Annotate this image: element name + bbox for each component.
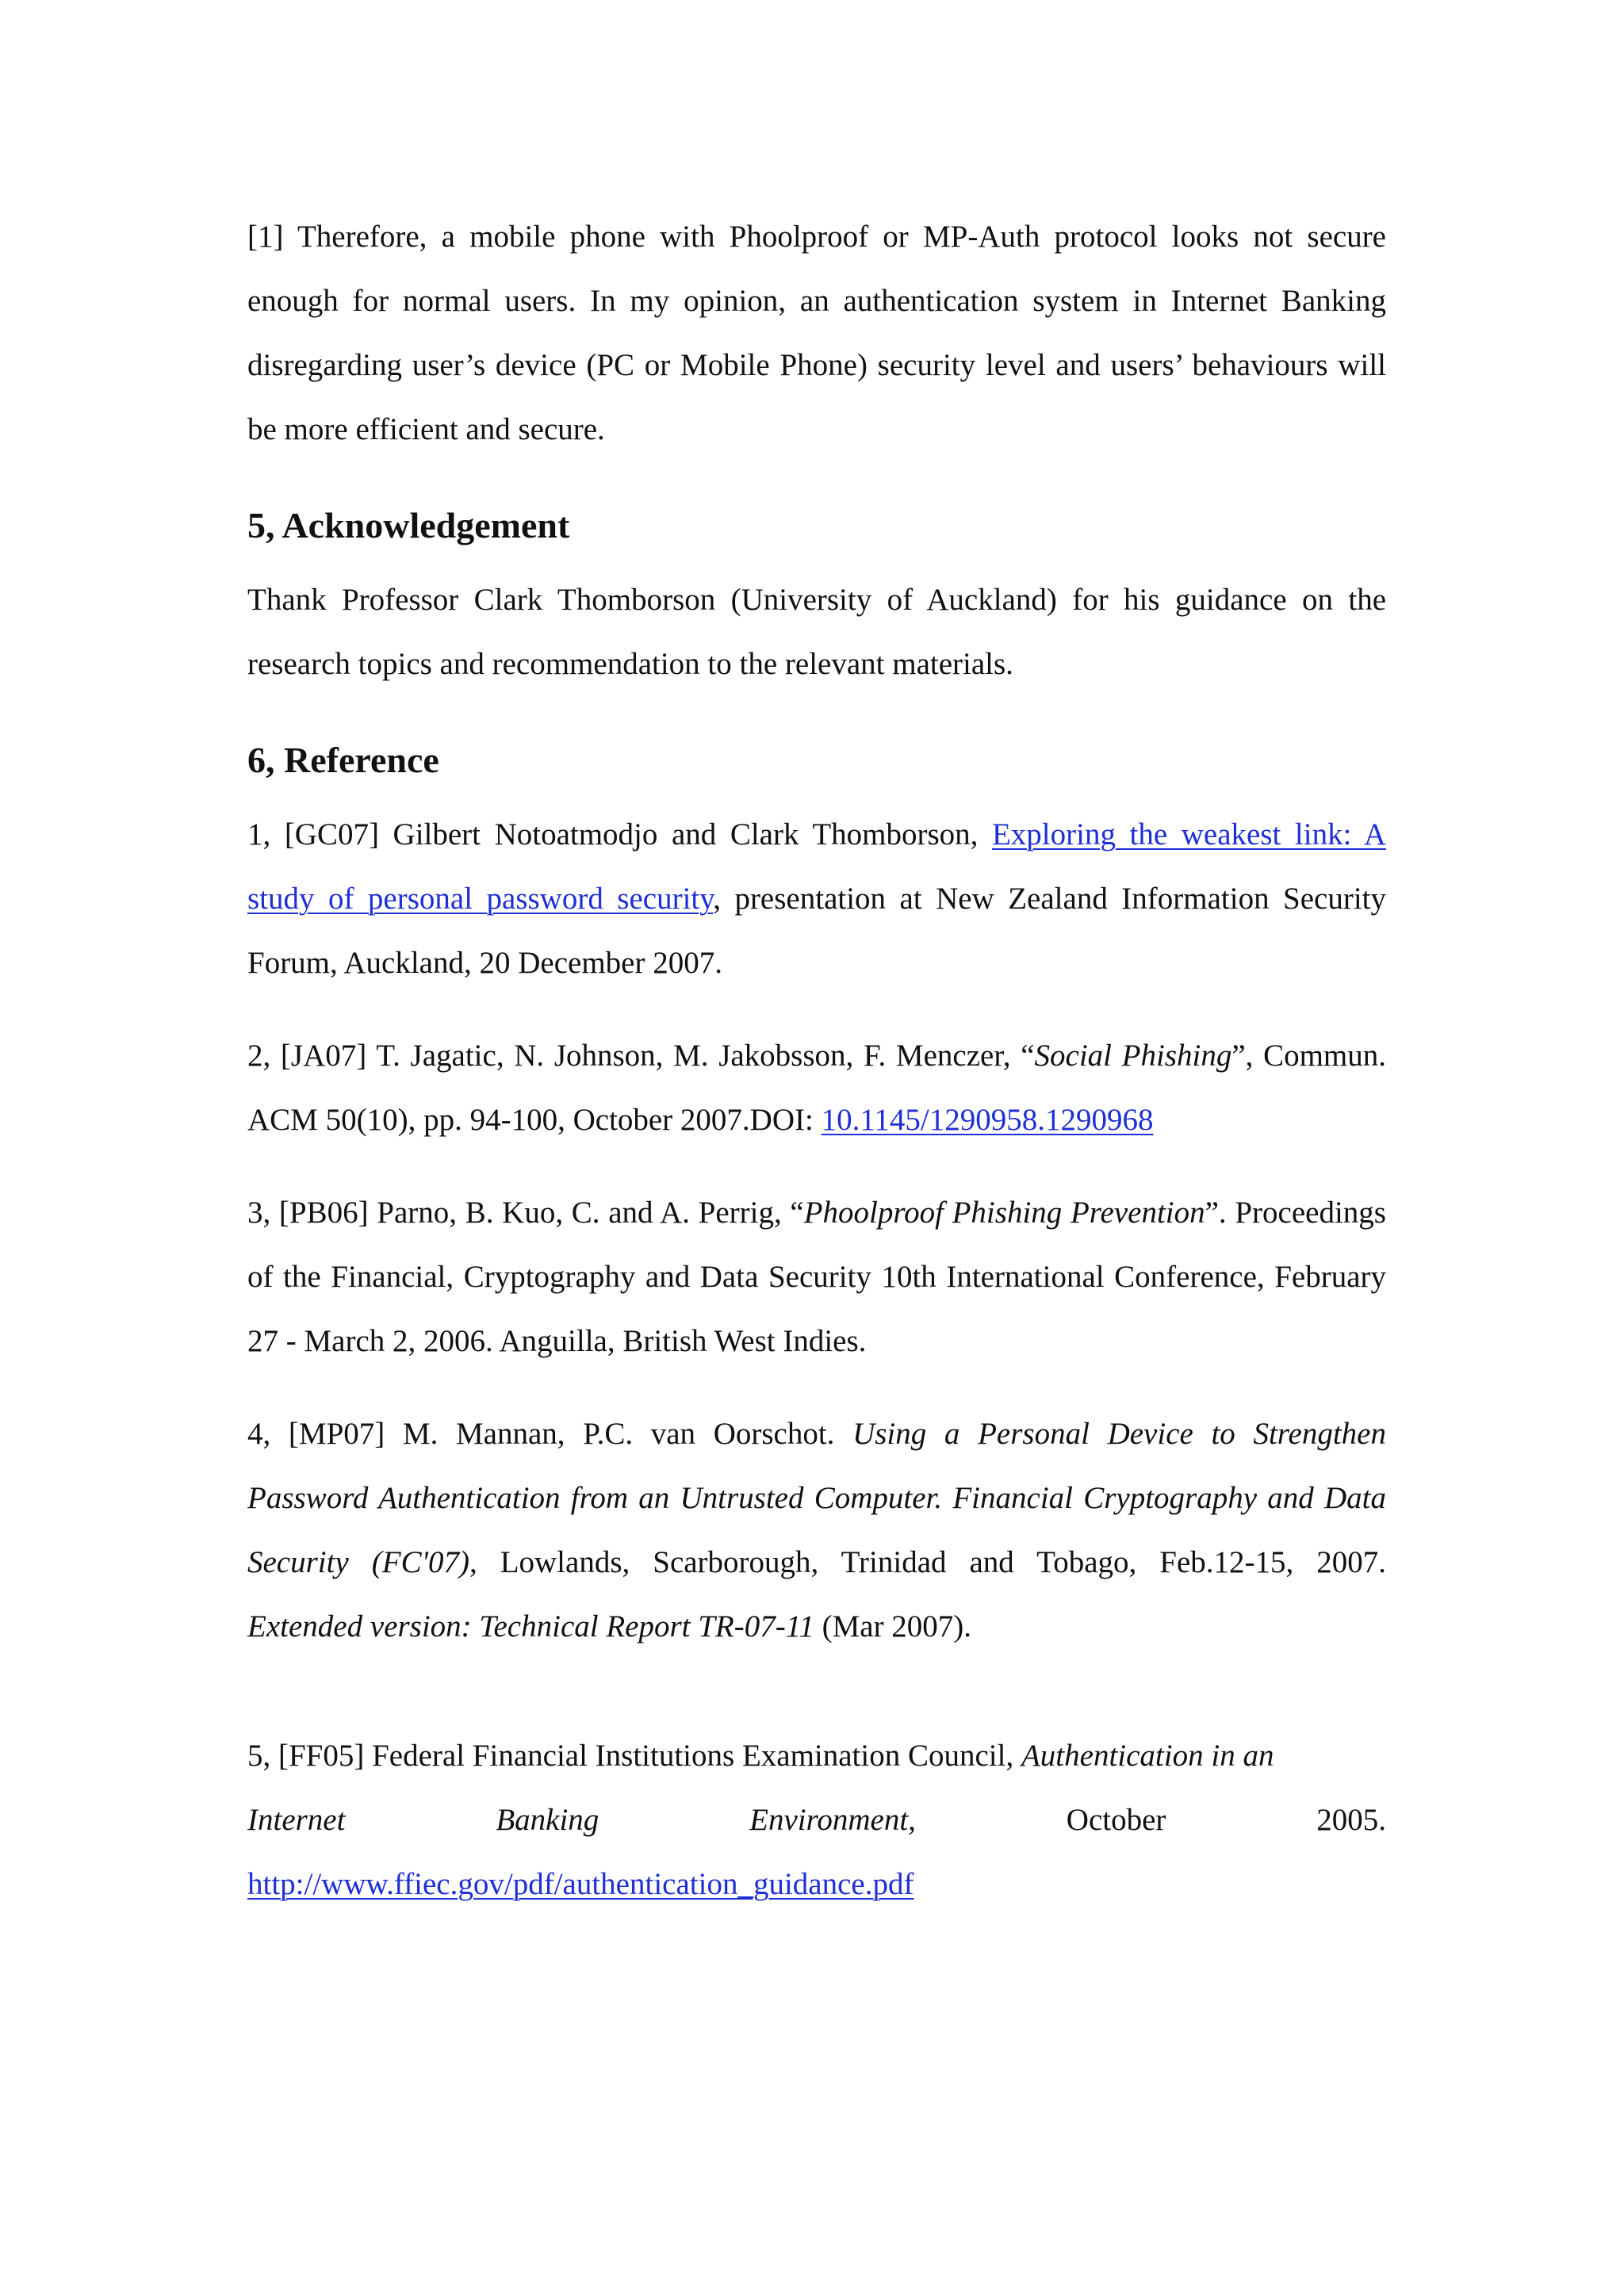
reference-heading: 6, Reference <box>247 740 439 780</box>
reference-5-lead: 5, [FF05] Federal Financial Institutions Examination Council, <box>247 1739 1021 1773</box>
reference-item-2 <box>247 1024 1386 1152</box>
reference-5-title-internet: Internet <box>247 1803 346 1837</box>
reference-5-title-environment: Environment, <box>749 1803 916 1837</box>
intro-paragraph: [1] Therefore, a mobile phone with Phoolproof or MP-Auth protocol looks not secure enough for normal users. In my opinion, an authentication system in Internet Banking disregarding user’s device (PC or Mobile Phone) security level and users’ behaviours will be more efficient and secure. <box>247 220 1386 446</box>
reference-2-mid: ”, Commun. ACM 50(10), pp. 94-100, October 2007.DOI: <box>247 1039 1387 1137</box>
reference-4-tail: (Mar 2007). <box>814 1609 972 1644</box>
reference-3-title: Phoolproof Phishing Prevention <box>803 1196 1205 1230</box>
reference-4-mid: , Lowlands, Scarborough, Trinidad and Tobago, Feb.12-15, 2007. <box>469 1545 1386 1579</box>
reference-1-lead: 1, [GC07] Gilbert Notoatmodjo and Clark Thomborson, <box>247 817 992 851</box>
reference-1-link[interactable]: Exploring the weakest link: A study of personal password security <box>247 817 1386 916</box>
reference-5-line-3 <box>247 1852 1386 1916</box>
reference-2-title: Social Phishing <box>1034 1039 1232 1073</box>
reference-5-line-2 <box>247 1788 1386 1852</box>
reference-1-tail: , presentation at New Zealand Information Security Forum, Auckland, 20 December 2007. <box>247 882 1386 980</box>
reference-5-date-month: October <box>1066 1803 1166 1837</box>
acknowledgement-paragraph: Thank Professor Clark Thomborson (University of Auckland) for his guidance on the research topics and recommendation to the relevant materials. <box>247 583 1386 681</box>
reference-2-doi-link[interactable]: 10.1145/1290958.1290968 <box>821 1103 1154 1137</box>
reference-4-lead: 4, [MP07] M. Mannan, P.C. van Oorschot. <box>247 1417 853 1451</box>
reference-5-title-banking: Banking <box>496 1803 599 1837</box>
reference-5-url-link[interactable]: http://www.ffiec.gov/pdf/authentication_guidance.pdf <box>247 1867 914 1901</box>
reference-2-lead: 2, [JA07] T. Jagatic, N. Johnson, M. Jakobsson, F. Menczer, “ <box>247 1039 1035 1073</box>
reference-item-3 <box>247 1181 1386 1373</box>
reference-4-title: Using a Personal Device to Strengthen Password Authentication from an Untrusted Computer. Financial Cryptography and Data Security (FC'07) <box>247 1417 1386 1579</box>
reference-5-line-1 <box>247 1724 1386 1788</box>
reference-3-lead: 3, [PB06] Parno, B. Kuo, C. and A. Perrig, “ <box>247 1196 804 1230</box>
reference-item-5 <box>247 1724 1386 1916</box>
reference-5-date-year: 2005. <box>1316 1803 1386 1837</box>
document-content <box>247 205 1386 1916</box>
reference-4-extended: Extended version: Technical Report TR-07-11 <box>247 1609 814 1644</box>
acknowledgement-heading: 5, Acknowledgement <box>247 505 570 545</box>
reference-item-4 <box>247 1402 1386 1659</box>
reference-5-title-a: Authentication in an <box>1021 1739 1274 1773</box>
reference-item-1 <box>247 802 1386 995</box>
reference-3-tail: ”. Proceedings of the Financial, Cryptography and Data Security 10th International Conference, February 27 - March 2, 2006. Anguilla, British West Indies. <box>247 1196 1386 1358</box>
